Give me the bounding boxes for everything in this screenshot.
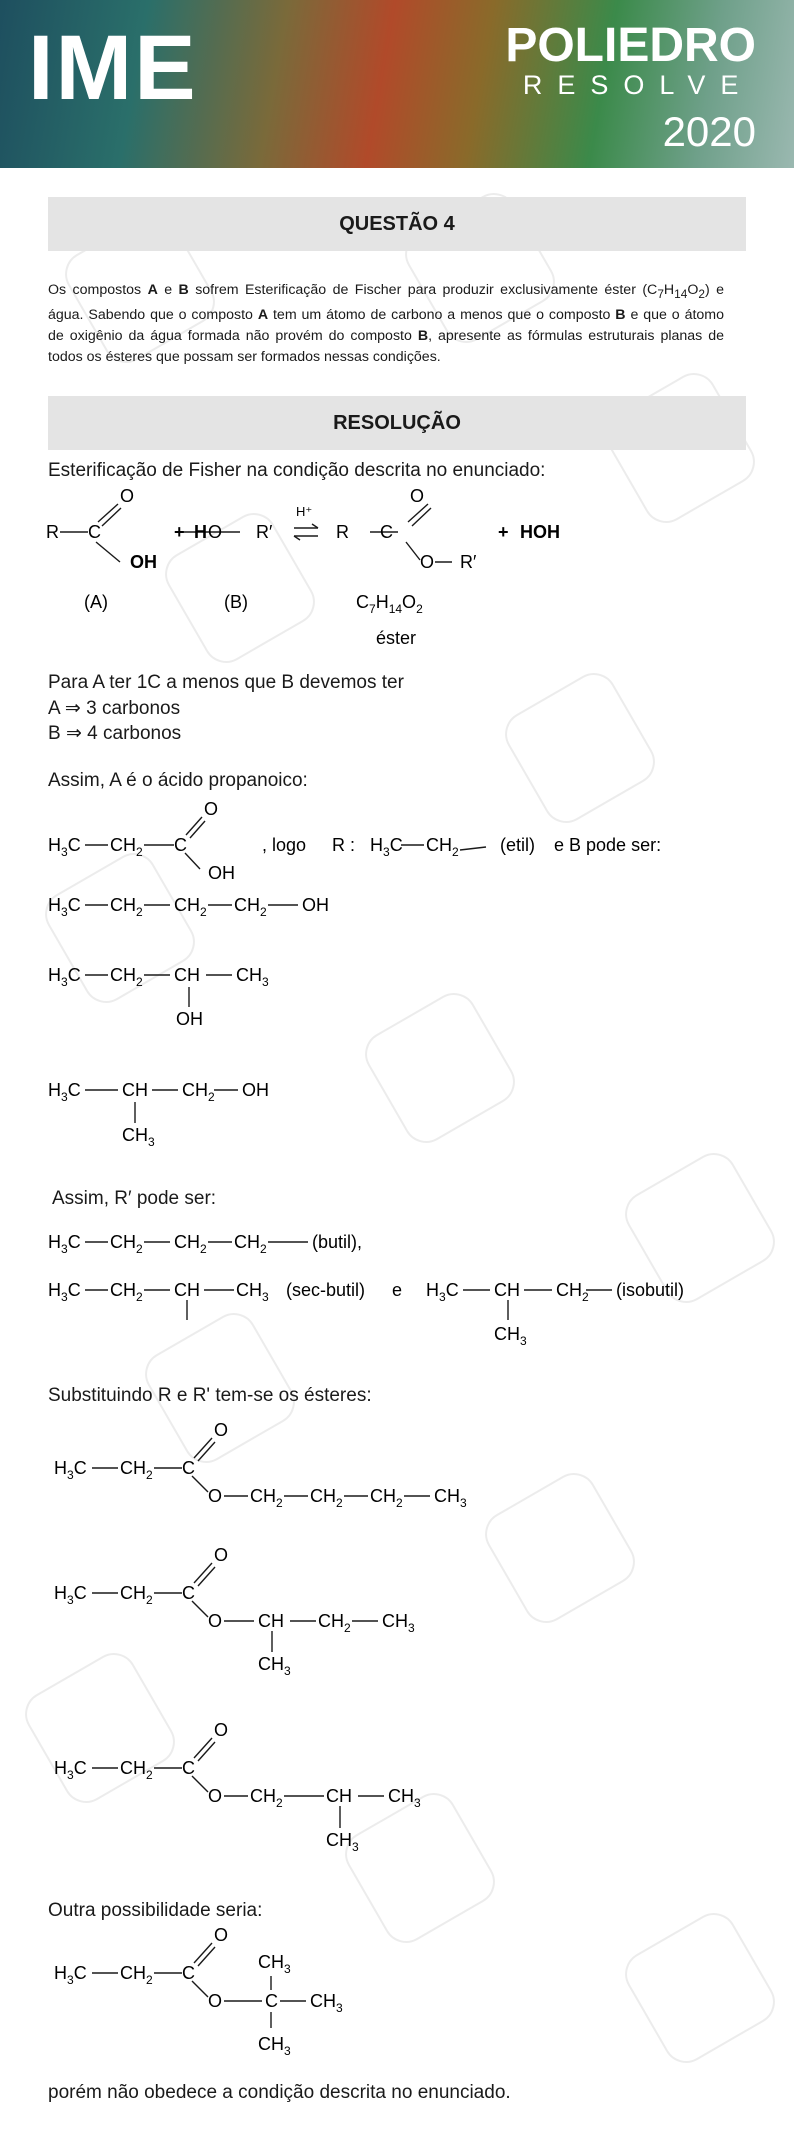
svg-text:O: O <box>214 1720 229 1740</box>
svg-text:e: e <box>392 1280 403 1300</box>
svg-text:CH: CH <box>494 1280 520 1300</box>
page-header <box>0 0 794 168</box>
svg-text:CH2: $CH_2$ <box>174 895 207 919</box>
svg-text:CH2: $CH_2$ <box>110 1232 143 1256</box>
other-intro: Outra possibilidade seria: <box>48 1900 263 1921</box>
svg-text:C: C <box>88 522 101 542</box>
svg-text:, logo: , logo <box>262 835 307 855</box>
svg-text:H3C: $H_3C$ <box>48 965 81 989</box>
esterification-reaction <box>40 482 600 652</box>
svg-text:OH: OH <box>176 1009 203 1029</box>
ester-formula: $C_7H_{14}O_2$ <box>356 592 423 616</box>
brand-logo <box>505 19 756 100</box>
svg-text:CH3: $CH_3$ <box>494 1324 527 1348</box>
svg-text:H3C: $H_3C$ <box>426 1280 459 1304</box>
question-statement: Os compostos A e B sofrem Esterificação de Fischer para produzir exclusivamente éster $(C_7H_{14}O_2)$ e água. Sabendo que o composto A tem um átomo de carbono a menos que o composto B e que o átomo de oxigênio da água formada não provém do composto B, apresente as fórmulas estruturais planas de todos os ésteres que possam ser formados nessas condições. <box>48 282 724 365</box>
svg-text:O: O <box>410 486 425 506</box>
tert-butyl-ester <box>40 1410 760 2070</box>
svg-text:CH3: $CH_3$ <box>258 1952 291 1976</box>
svg-text:CH2: $CH_2$ <box>556 1280 589 1304</box>
svg-text:O: O <box>420 552 435 572</box>
svg-text:(butil),: (butil), <box>312 1232 363 1252</box>
svg-text:C: C <box>182 1458 195 1478</box>
svg-text:CH2: $CH_2$ <box>250 1486 283 1510</box>
svg-text:H3C: $H_3C$ <box>48 1232 81 1256</box>
final-note: porém não obedece a condição descrita no enunciado. <box>48 2082 511 2103</box>
svg-text:CH2: $CH_2$ <box>370 1486 403 1510</box>
svg-text:CH2: $CH_2$ <box>310 1486 343 1510</box>
resolution-intro: Esterificação de Fisher na condição descrita no enunciado: <box>48 460 546 481</box>
svg-text:CH3: $CH_3$ <box>258 1654 291 1678</box>
svg-text:CH3: $CH_3$ <box>310 1991 343 2015</box>
svg-text:CH2: $CH_2$ <box>120 1458 153 1482</box>
svg-text:O: O <box>120 486 135 506</box>
question-title: QUESTÃO 4 <box>48 197 746 251</box>
svg-text:H3C: $H_3C$ <box>48 835 81 859</box>
svg-text:CH: CH <box>174 965 200 985</box>
svg-text:CH2: $CH_2$ <box>174 1232 207 1256</box>
svg-text:H3C: $H_3C$ <box>54 1758 87 1782</box>
svg-text:H3C: $H_3C$ <box>48 895 81 919</box>
svg-text:CH2: $CH_2$ <box>234 895 267 919</box>
svg-text:H3C: $H_3C$ <box>54 1583 87 1607</box>
svg-text:CH: CH <box>326 1786 352 1806</box>
resolution-title: RESOLUÇÃO <box>48 396 746 450</box>
svg-text:H3C: $H_3C$ <box>48 1080 81 1104</box>
svg-text:H⁺: H⁺ <box>296 504 313 519</box>
svg-text:CH3: $CH_3$ <box>236 1280 269 1304</box>
svg-text:e B pode ser:: e B pode ser: <box>554 835 662 855</box>
svg-text:O: O <box>208 1611 223 1631</box>
svg-text:O: O <box>208 1991 223 2011</box>
svg-text:CH3: $CH_3$ <box>382 1611 415 1635</box>
svg-text:(sec-butil): (sec-butil) <box>286 1280 366 1300</box>
carbon-line-1: Para A ter 1C a menos que B devemos ter <box>48 672 404 693</box>
svg-text:CH3: $CH_3$ <box>258 2034 291 2058</box>
svg-text:HOH: HOH <box>520 522 560 542</box>
svg-text:OH: OH <box>130 552 157 572</box>
brand-name: POLIEDRO <box>505 19 756 72</box>
svg-text:H3C: $H_3C$ <box>370 835 403 859</box>
svg-text:R: R <box>336 522 349 542</box>
svg-text:CH2: $CH_2$ <box>110 895 143 919</box>
carbon-line-3: B ⇒ 4 carbonos <box>48 723 182 744</box>
svg-text:C: C <box>380 522 393 542</box>
svg-text:éster: éster <box>376 628 417 648</box>
svg-text:CH2: $CH_2$ <box>318 1611 351 1635</box>
svg-text:(etil): (etil) <box>500 835 535 855</box>
svg-text:CH2: $CH_2$ <box>110 835 143 859</box>
svg-text:O: O <box>208 522 223 542</box>
svg-text:C: C <box>182 1758 195 1778</box>
svg-text:C: C <box>182 1583 195 1603</box>
svg-text:C: C <box>174 835 187 855</box>
svg-text:O: O <box>214 1545 229 1565</box>
svg-text:O: O <box>204 799 219 819</box>
svg-text:CH: CH <box>174 1280 200 1300</box>
svg-text:CH3: $CH_3$ <box>388 1786 421 1810</box>
brand-sub: RESOLVE <box>522 70 754 100</box>
svg-text:R :: R : <box>332 835 356 855</box>
svg-text:(isobutil): (isobutil) <box>616 1280 685 1300</box>
svg-text:R′: R′ <box>256 522 273 542</box>
carbon-line-2: A ⇒ 3 carbonos <box>48 698 181 719</box>
svg-text:H3C: $H_3C$ <box>54 1458 87 1482</box>
exam-title: IME <box>28 17 198 119</box>
svg-text:+: + <box>174 522 185 542</box>
svg-text:(B): (B) <box>224 592 248 612</box>
rprime-groups <box>40 1212 760 1362</box>
svg-text:CH2: $CH_2$ <box>426 835 459 859</box>
svg-text:H3C: $H_3C$ <box>48 1280 81 1304</box>
svg-text:C: C <box>265 1991 278 2011</box>
svg-text:CH2: $CH_2$ <box>182 1080 215 1104</box>
svg-text:CH2: $CH_2$ <box>120 1758 153 1782</box>
svg-text:CH2: $CH_2$ <box>234 1232 267 1256</box>
svg-text:CH3: $CH_3$ <box>122 1125 155 1149</box>
svg-text:O: O <box>208 1786 223 1806</box>
svg-text:OH: OH <box>302 895 329 915</box>
svg-text:CH2: $CH_2$ <box>110 1280 143 1304</box>
svg-text:R′: R′ <box>460 552 477 572</box>
svg-text:O: O <box>208 1486 223 1506</box>
svg-text:CH2: $CH_2$ <box>120 1583 153 1607</box>
svg-text:CH2: $CH_2$ <box>250 1786 283 1810</box>
svg-text:CH3: $CH_3$ <box>434 1486 467 1510</box>
svg-text:CH2: $CH_2$ <box>110 965 143 989</box>
svg-text:CH: CH <box>258 1611 284 1631</box>
svg-text:OH: OH <box>208 863 235 883</box>
exam-year: 2020 <box>662 108 756 155</box>
svg-text:+: + <box>498 522 509 542</box>
subst-intro: Substituindo R e R' tem-se os ésteres: <box>48 1385 372 1406</box>
svg-text:CH3: $CH_3$ <box>236 965 269 989</box>
svg-text:(A): (A) <box>84 592 108 612</box>
svg-text:O: O <box>214 1925 229 1945</box>
svg-text:H: H <box>194 522 207 542</box>
svg-text:H3C: $H_3C$ <box>54 1963 87 1987</box>
svg-text:OH: OH <box>242 1080 269 1100</box>
rprime-intro: Assim, R′ pode ser: <box>52 1188 217 1209</box>
svg-text:O: O <box>214 1420 229 1440</box>
svg-text:CH3: $CH_3$ <box>326 1830 359 1854</box>
svg-text:R: R <box>46 522 59 542</box>
svg-text:CH2: $CH_2$ <box>120 1963 153 1987</box>
svg-text:C: C <box>182 1963 195 1983</box>
acid-intro: Assim, A é o ácido propanoico: <box>48 770 308 791</box>
acid-and-alcohols <box>40 795 760 1165</box>
svg-text:CH: CH <box>122 1080 148 1100</box>
